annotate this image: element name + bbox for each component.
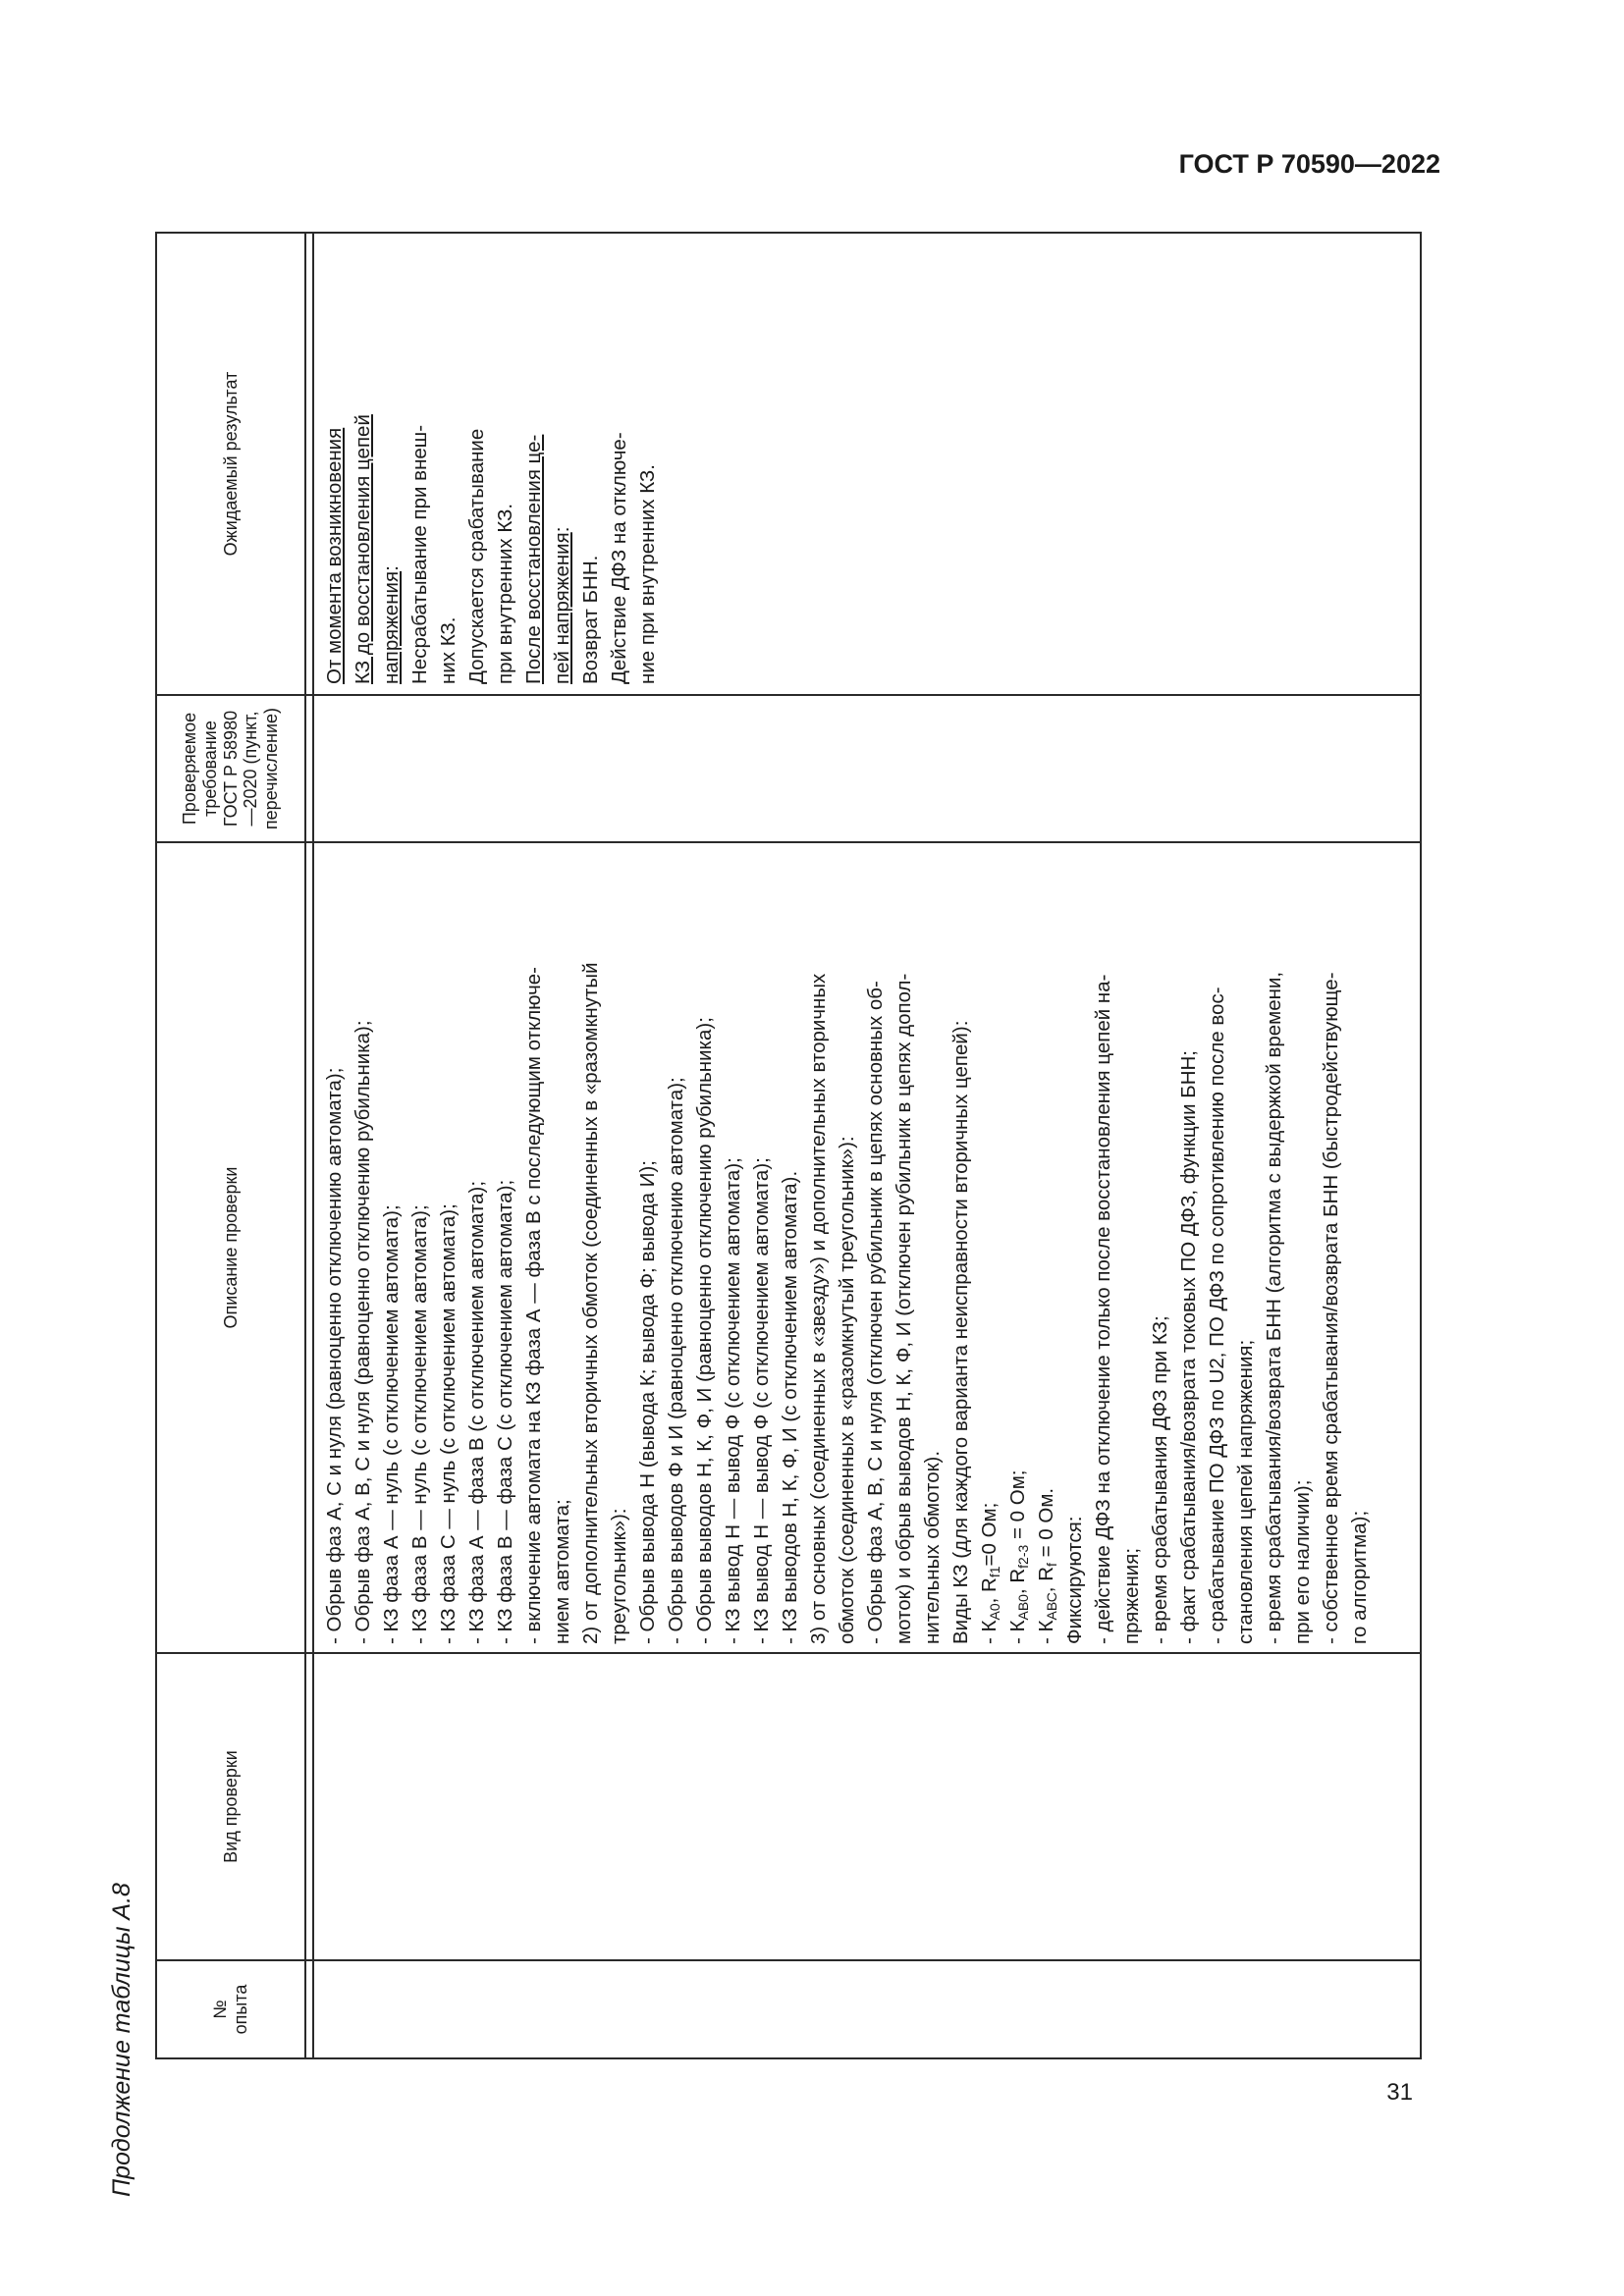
desc-line: пряжения; [1120,1547,1143,1644]
desc-line: - срабатывание ПО ДФЗ по U2, ПО ДФЗ по сопротивлению после вос- [1206,987,1228,1644]
requirements-table [155,232,1422,2059]
header-requirement: Проверяемое требование ГОСТ Р 58980—2020 (пункт, перечисление) [156,695,305,842]
standard-designation: ГОСТ Р 70590—2022 [1178,149,1440,179]
result-line: КЗ до восстановления цепей [352,414,374,684]
desc-line: - КЗ фаза С — нуль (с отключением автомата); [437,1203,460,1644]
cell-requirement [313,695,1421,842]
desc-line: треугольник»): [608,1508,630,1644]
rotated-table-area [108,224,1434,2197]
body-row [313,233,1421,2058]
desc-line: нительных обмоток). [921,1450,944,1644]
page-number: 31 [1386,2079,1413,2106]
desc-line: - КЗ выводов Н, К, Ф, И (с отключением автомата). [779,1170,801,1644]
desc-line: - КЗ фаза А — фаза В (с отключением автомата); [465,1180,488,1644]
desc-line: становления цепей напряжения; [1234,1339,1257,1644]
desc-line: - время срабатывания/возврата БНН (алгоритма с выдержкой времени, [1263,971,1285,1644]
header-kind: Вид проверки [156,1653,305,1960]
desc-line: - КЗ фаза В — фаза С (с отключением автомата); [494,1179,516,1644]
header-row [156,233,305,2058]
cell-result [313,233,1421,695]
desc-line: - КЗ вывод Н — вывод Ф (с отключением автомата); [750,1157,773,1644]
desc-line: - собственное время срабатывания/возврата БНН (быстродействующе- [1320,972,1342,1644]
desc-line: - КЗ фаза В — нуль (с отключением автомата); [408,1204,431,1644]
result-line: пей напряжения: [551,526,573,684]
formula-line-k1: - $К_{А0}$, $R_{f1}=0$ Ом; [978,1502,1002,1644]
spacer-row [305,233,313,2058]
desc-line: Виды КЗ (для каждого варианта неисправности вторичных цепей): [949,1020,972,1644]
desc-line: го алгоритма); [1348,1510,1371,1644]
header-description: Описание проверки [156,842,305,1653]
desc-line: моток) и обрыв выводов Н, К, Ф, И (отключен рубильник в цепях допол- [893,973,915,1644]
result-line: Действие ДФЗ на отключе- [608,432,630,684]
result-line: От момента возникновения [323,427,346,684]
cell-description [313,842,1421,1653]
desc-line: - КЗ вывод Н — вывод Ф (с отключением автомата); [722,1157,744,1644]
desc-line: - время срабатывания ДФЗ при КЗ; [1149,1315,1171,1644]
desc-line: нием автомата; [551,1499,573,1644]
desc-line: 3) от основных (соединенных в «звезду») и дополнительных вторичных [807,973,830,1644]
result-line: После восстановления це- [522,434,545,684]
desc-line: обмоток (соединенных в «разомкнутый треугольник»): [836,1136,858,1644]
result-line: при внутренних КЗ. [494,503,516,684]
desc-line: - действие ДФЗ на отключение только после восстановления цепей на- [1092,974,1114,1644]
desc-line: - КЗ фаза А — нуль (с отключением автомата); [380,1204,403,1644]
desc-line: - Обрыв вывода Н (вывода К; вывода Ф; вывода И); [636,1159,659,1644]
desc-line: - включение автомата на КЗ фаза А — фаза В с последующим отключе- [522,967,545,1644]
desc-line: - Обрыв выводов Ф и И (равноценно отключению автомата); [665,1077,687,1644]
desc-line: - Обрыв фаз А, В, С и нуля (отключен рубильник в цепях основных об- [864,981,887,1644]
desc-line: - Обрыв выводов Н, К, Ф, И (равноценно отключению рубильника); [693,1017,716,1644]
desc-line: при его наличии); [1291,1479,1314,1644]
desc-line: - факт срабатывания/возврата токовых ПО ДФЗ, функции БНН; [1177,1049,1200,1644]
result-line: Возврат БНН. [579,555,602,684]
desc-line: 2) от дополнительных вторичных обмоток (соединенных в «разомкнутый [579,962,602,1644]
result-line: Допускается срабатывание [465,428,488,684]
header-num: № опыта [156,1960,305,2058]
desc-line: Фиксируются: [1063,1516,1086,1644]
result-line: них КЗ. [437,616,460,684]
result-line: напряжения: [380,565,403,684]
result-line: Несрабатывание при внеш- [408,424,431,684]
desc-line: - Обрыв фаз А, С и нуля (равноценно отключению автомата); [323,1067,346,1644]
cell-kind [313,1653,1421,1960]
formula-line-k2: - $К_{АВ0}$, $R_{f2-3} = 0$ Ом; [1006,1469,1031,1644]
header-result: Ожидаемый результат [156,233,305,695]
formula-line-k3: - $К_{АВС}$, $R_f = 0$ Ом. [1035,1487,1059,1644]
desc-line: - Обрыв фаз А, В, С и нуля (равноценно отключению рубильника); [352,1020,374,1644]
result-line: ние при внутренних КЗ. [636,464,659,684]
continuation-caption: Продолжение таблицы А.8 [108,1883,135,2197]
cell-num [313,1960,1421,2058]
